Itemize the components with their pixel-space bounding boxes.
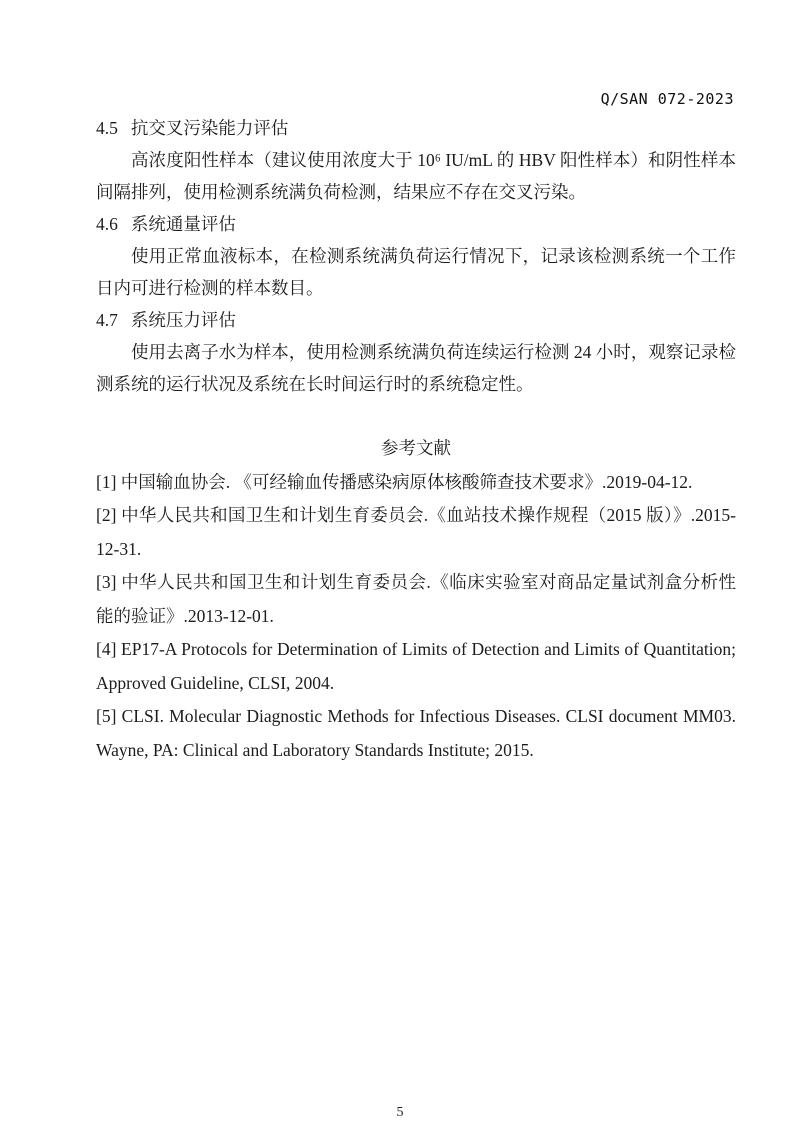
document-header bbox=[601, 90, 734, 108]
section-title: 抗交叉污染能力评估 bbox=[130, 118, 289, 138]
section-heading-4-7 bbox=[96, 304, 736, 336]
references-title: 参考文献 bbox=[381, 438, 451, 458]
section-title: 系统压力评估 bbox=[130, 310, 236, 330]
reference-item-4: [4] EP17-A Protocols for Determination of Limits of Detection and Limits of Quantitation; Approved Guideline, CLSI, 2004. bbox=[96, 639, 736, 693]
document-content bbox=[96, 112, 736, 767]
section-title: 系统通量评估 bbox=[130, 214, 236, 234]
reference-item-5: [5] CLSI. Molecular Diagnostic Methods for Infectious Diseases. CLSI document MM03. Wayne, PA: Clinical and Laboratory Standards Institute; 2015. bbox=[96, 706, 736, 760]
section-body-4-7: 使用去离子水为样本，使用检测系统满负荷连续运行检测 24 小时，观察记录检测系统的运行状况及系统在长时间运行时的系统稳定性。 bbox=[96, 342, 736, 394]
document-footer bbox=[0, 1105, 800, 1121]
section-number: 4.5 bbox=[96, 118, 118, 138]
section-heading-4-6 bbox=[96, 208, 736, 240]
section-heading-4-5 bbox=[96, 112, 736, 144]
reference-item-1: [1] 中国输血协会. 《可经输血传播感染病原体核酸筛查技术要求》.2019-04-12. bbox=[96, 471, 693, 492]
reference-item-3: [3] 中华人民共和国卫生和计划生育委员会.《临床实验室对商品定量试剂盒分析性能的验证》.2013-12-01. bbox=[96, 572, 736, 626]
section-number: 4.7 bbox=[96, 310, 118, 330]
section-number: 4.6 bbox=[96, 214, 118, 234]
doc-code: Q/SAN 072-2023 bbox=[600, 90, 734, 108]
reference-item-2: [2] 中华人民共和国卫生和计划生育委员会.《血站技术操作规程（2015 版）》.2015-12-31. bbox=[96, 505, 736, 559]
section-body-4-5: 高浓度阳性样本（建议使用浓度大于 10⁶ IU/mL 的 HBV 阳性样本）和阴性样本间隔排列，使用检测系统满负荷检测，结果应不存在交叉污染。 bbox=[96, 150, 736, 202]
section-body-4-6: 使用正常血液标本，在检测系统满负荷运行情况下，记录该检测系统一个工作日内可进行检测的样本数目。 bbox=[96, 246, 736, 298]
page-number: 5 bbox=[396, 1105, 404, 1120]
